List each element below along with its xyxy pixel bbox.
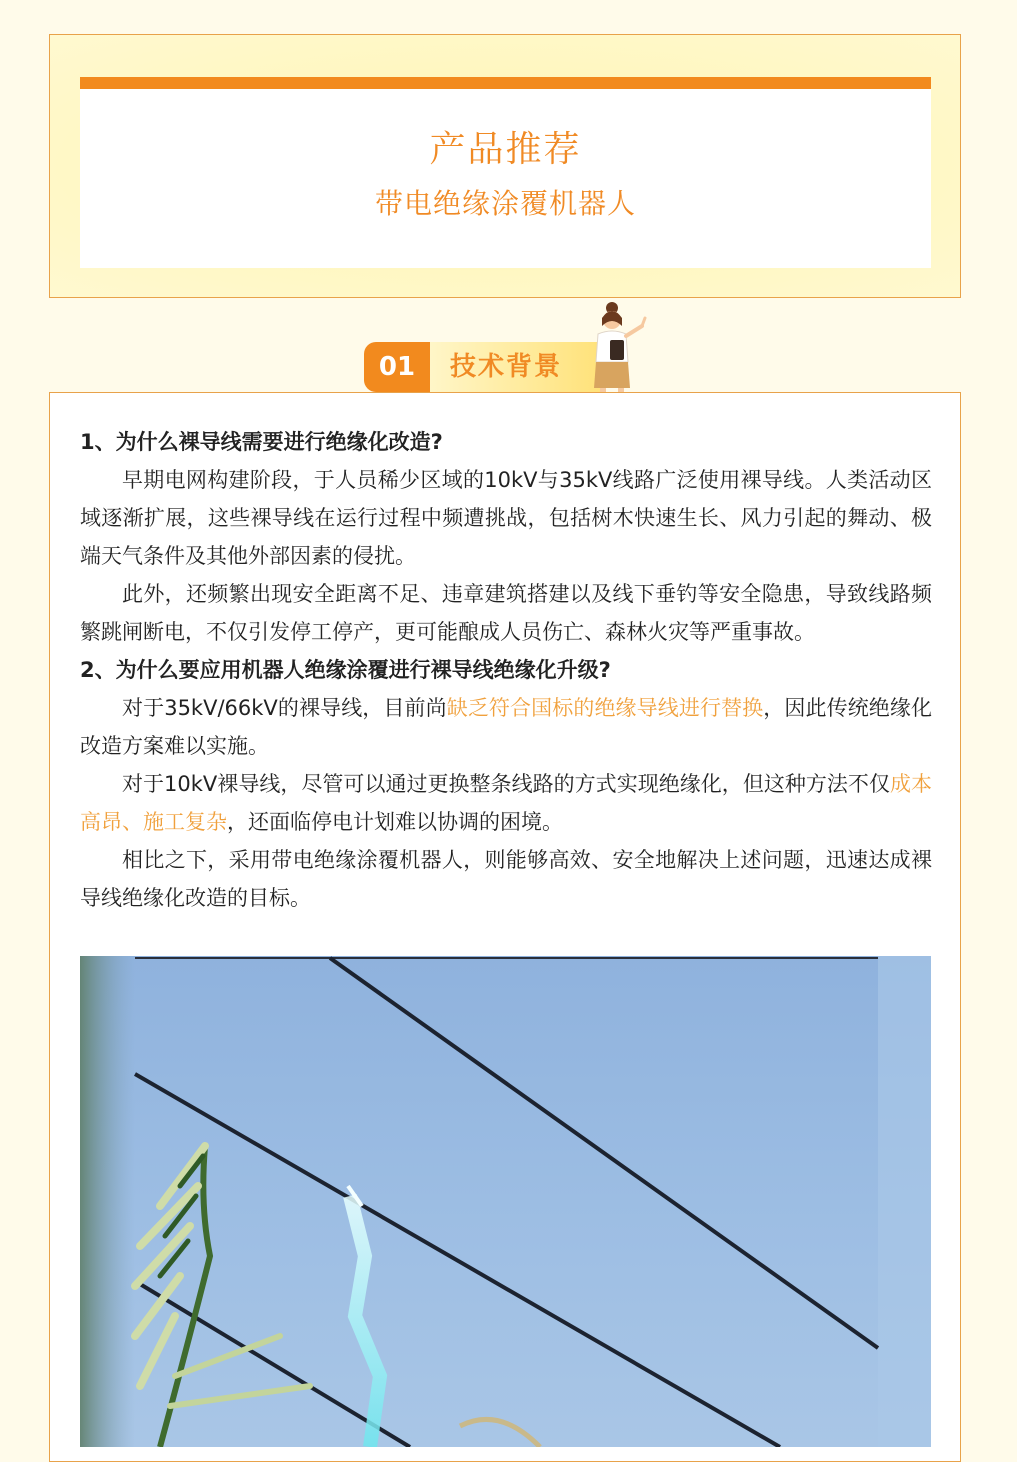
page-subtitle: 带电绝缘涂覆机器人 bbox=[374, 187, 636, 220]
paragraph-3 bbox=[80, 689, 932, 765]
paragraph-4-text-a: 对于10kV裸导线，尽管可以通过更换整条线路的方式实现绝缘化，但这种方法不仅 bbox=[122, 772, 890, 796]
paragraph-4 bbox=[80, 765, 932, 841]
power-line-photo bbox=[80, 956, 931, 1447]
question-1: 1、为什么裸导线需要进行绝缘化改造? bbox=[80, 430, 443, 454]
paragraph-3-highlight: 缺乏符合国标的绝缘导线进行替换 bbox=[446, 696, 764, 720]
article-body bbox=[80, 423, 932, 917]
header-card bbox=[49, 34, 961, 298]
presenter-illustration-icon bbox=[582, 296, 652, 396]
paragraph-3-text-a: 对于35kV/66kV的裸导线，目前尚 bbox=[122, 696, 447, 720]
section-title: 技术背景 bbox=[430, 342, 600, 392]
section-number: 01 bbox=[364, 342, 430, 392]
question-2: 2、为什么要应用机器人绝缘涂覆进行裸导线绝缘化升级? bbox=[80, 658, 611, 682]
paragraph-2: 此外，还频繁出现安全距离不足、违章建筑搭建以及线下垂钓等安全隐患，导致线路频繁跳闸断电，不仅引发停工停产，更可能酿成人员伤亡、森林火灾等严重事故。 bbox=[80, 582, 932, 644]
header-accent-bar bbox=[80, 77, 931, 89]
header-inner bbox=[80, 89, 931, 268]
paragraph-3-text-b: ，因此传统绝缘化改造方案难以实施。 bbox=[80, 696, 933, 758]
paragraph-1: 早期电网构建阶段，于人员稀少区域的10kV与35kV线路广泛使用裸导线。人类活动区域逐渐扩展，这些裸导线在运行过程中频遭挑战，包括树木快速生长、风力引起的舞动、极端天气条件及其他外部因素的侵扰。 bbox=[80, 468, 932, 568]
paragraph-4-highlight: 成本高昂、施工复杂 bbox=[80, 772, 933, 834]
paragraph-4-text-b: ，还面临停电计划难以协调的困境。 bbox=[227, 810, 563, 834]
page-title: 产品推荐 bbox=[429, 129, 582, 170]
paragraph-5: 相比之下，采用带电绝缘涂覆机器人，则能够高效、安全地解决上述问题，迅速达成裸导线绝缘化改造的目标。 bbox=[80, 848, 932, 910]
